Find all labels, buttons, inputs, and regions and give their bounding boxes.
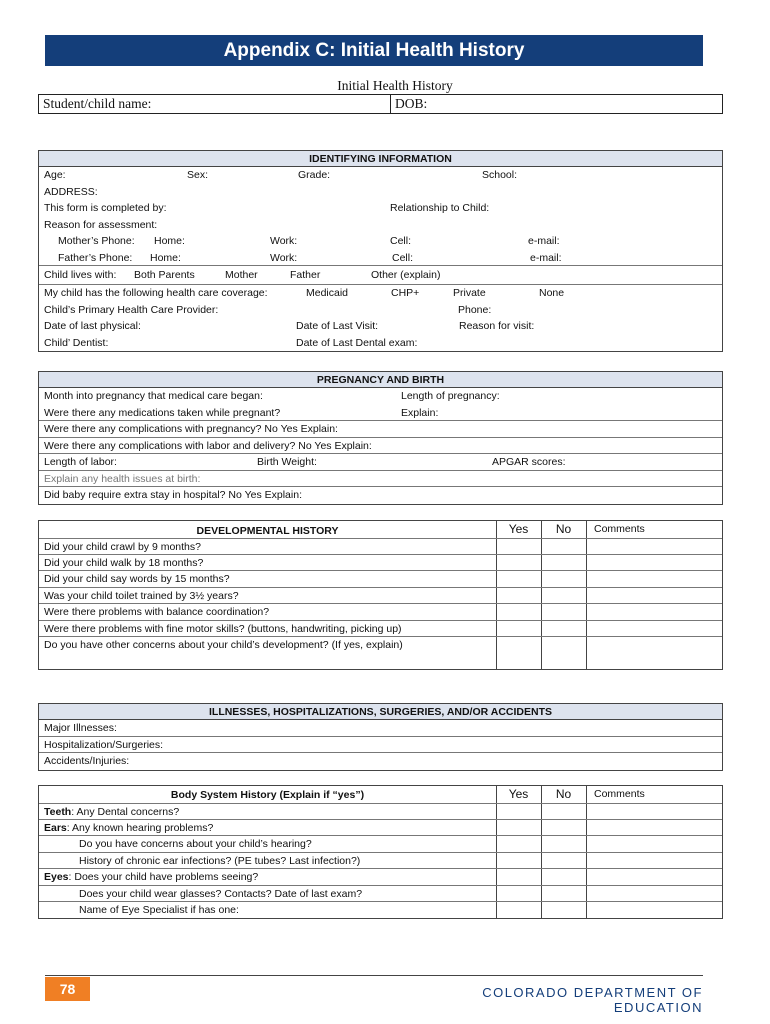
option-medicaid[interactable]: Medicaid — [306, 287, 349, 299]
dob-field[interactable] — [391, 95, 721, 113]
row-month-care[interactable] — [39, 388, 722, 405]
table-row[interactable] — [39, 555, 722, 572]
issues-birth-label: Explain any health issues at birth: — [44, 472, 201, 485]
pregnancy-heading: PREGNANCY AND BIRTH — [39, 372, 722, 388]
mother-home-label: Home: — [154, 235, 185, 247]
question-text: Were there problems with balance coordination? — [44, 606, 270, 618]
footer-org: COLORADO DEPARTMENT OF EDUCATION — [482, 985, 703, 1015]
row-extra-stay[interactable] — [39, 487, 722, 504]
table-row[interactable] — [39, 902, 722, 919]
teeth-label: Teeth — [44, 806, 72, 818]
ears-label: Ears — [44, 821, 67, 834]
mother-phone-label: Mother’s Phone: — [58, 235, 135, 247]
major-illnesses-label: Major Illnesses: — [44, 722, 117, 734]
provider-label: Child’s Primary Health Care Provider: — [44, 303, 219, 316]
row-lives-with[interactable] — [39, 266, 722, 285]
pregnancy-section — [38, 371, 723, 505]
illnesses-heading: ILLNESSES, HOSPITALIZATIONS, SURGERIES, AND/OR ACCIDENTS — [39, 704, 722, 720]
yes-header: Yes — [508, 787, 529, 801]
row-provider[interactable] — [39, 302, 722, 319]
row-major-illnesses[interactable] — [39, 720, 722, 737]
table-row[interactable] — [39, 604, 722, 621]
row-address[interactable] — [39, 184, 722, 201]
row-complications-labor[interactable] — [39, 438, 722, 455]
table-row[interactable] — [39, 820, 722, 837]
row-dentist[interactable] — [39, 335, 722, 352]
table-row[interactable] — [39, 538, 722, 555]
school-label: School: — [482, 169, 518, 181]
student-name-box — [38, 94, 723, 114]
completed-by-label: This form is completed by: — [44, 202, 167, 214]
page-banner: Appendix C: Initial Health History — [45, 35, 703, 66]
coverage-label: My child has the following health care coverage: — [44, 287, 268, 299]
last-physical-label: Date of last physical: — [44, 320, 141, 332]
option-private[interactable]: Private — [453, 287, 486, 299]
body-system-header — [39, 786, 722, 803]
dob-label: DOB: — [395, 96, 428, 111]
no-header: No — [555, 787, 572, 801]
grade-label: Grade: — [298, 169, 331, 181]
father-email-label: e-mail: — [530, 251, 562, 264]
address-label: ADDRESS: — [44, 185, 98, 198]
sex-label: Sex: — [187, 169, 209, 181]
comments-header: Comments — [594, 523, 645, 535]
form-subtitle: Initial Health History — [337, 78, 453, 93]
option-father[interactable]: Father — [290, 269, 321, 281]
option-none[interactable]: None — [539, 287, 565, 299]
ears-text: : Any known hearing problems? — [66, 821, 214, 834]
question-text: Were there problems with fine motor skills? (buttons, handwriting, picking up) — [44, 622, 402, 635]
developmental-header — [39, 521, 722, 538]
complications-labor-label: Were there any complications with labor and delivery? No Yes Explain: — [44, 439, 372, 452]
question-text: Did your child walk by 18 months? — [44, 556, 204, 569]
ears-question — [44, 820, 213, 836]
row-last-physical[interactable] — [39, 318, 722, 335]
question-text: Do you have other concerns about your child’s development? (If yes, explain) — [44, 639, 403, 651]
row-labor[interactable] — [39, 454, 722, 471]
table-row[interactable] — [39, 588, 722, 605]
father-work-label: Work: — [270, 251, 298, 264]
table-row[interactable] — [39, 621, 722, 638]
dentist-label: Child’ Dentist: — [44, 336, 109, 349]
question-text: Did your child say words by 15 months? — [44, 573, 230, 585]
reason-visit-label: Reason for visit: — [459, 320, 535, 332]
row-complications-preg[interactable] — [39, 421, 722, 438]
mother-work-label: Work: — [270, 235, 298, 247]
mother-email-label: e-mail: — [528, 235, 560, 247]
last-dental-label: Date of Last Dental exam: — [296, 336, 418, 349]
father-phone-label: Father’s Phone: — [58, 251, 133, 264]
apgar-label: APGAR scores: — [492, 456, 566, 468]
medications-label: Were there any medications taken while pregnant? — [44, 406, 281, 419]
month-care-label: Month into pregnancy that medical care began: — [44, 390, 263, 402]
option-both-parents[interactable]: Both Parents — [134, 269, 195, 281]
length-labor-label: Length of labor: — [44, 456, 117, 468]
body-system-table — [38, 785, 723, 919]
row-mother-phone[interactable] — [39, 233, 722, 250]
footer-rule — [45, 975, 703, 976]
option-other[interactable]: Other (explain) — [371, 269, 441, 281]
table-row[interactable] — [39, 853, 722, 870]
identifying-heading: IDENTIFYING INFORMATION — [39, 151, 722, 167]
medications-explain-label: Explain: — [401, 406, 439, 419]
row-father-phone[interactable] — [39, 250, 722, 267]
comments-header: Comments — [594, 788, 645, 800]
row-reason[interactable] — [39, 217, 722, 234]
question-text: Does your child wear glasses? Contacts? Date of last exam? — [79, 887, 363, 900]
last-visit-label: Date of Last Visit: — [296, 320, 379, 332]
developmental-table — [38, 520, 723, 670]
row-completed-by[interactable] — [39, 200, 722, 217]
lives-with-label: Child lives with: — [44, 269, 117, 281]
option-mother[interactable]: Mother — [225, 269, 258, 281]
row-medications[interactable] — [39, 405, 722, 422]
table-row[interactable] — [39, 571, 722, 588]
row-accidents[interactable] — [39, 753, 722, 770]
question-text: Do you have concerns about your child’s hearing? — [79, 838, 312, 850]
father-cell-label: Cell: — [392, 251, 414, 264]
yes-header: Yes — [508, 522, 529, 536]
row-issues-birth[interactable] — [39, 471, 722, 488]
eyes-label: Eyes — [44, 871, 69, 883]
question-text: Was your child toilet trained by 3½ years? — [44, 589, 239, 602]
student-name-label: Student/child name: — [43, 96, 152, 111]
father-home-label: Home: — [150, 251, 181, 264]
page-number: 78 — [45, 977, 90, 1001]
body-system-heading: Body System History (Explain if “yes”) — [170, 789, 365, 801]
hospitalization-label: Hospitalization/Surgeries: — [44, 738, 164, 751]
age-label: Age: — [44, 169, 66, 181]
developmental-heading: DEVELOPMENTAL HISTORY — [196, 525, 339, 537]
table-row[interactable] — [39, 886, 722, 903]
student-name-field[interactable] — [39, 95, 390, 113]
eyes-question — [44, 869, 258, 885]
table-row[interactable] — [39, 869, 722, 886]
question-text: Did your child crawl by 9 months? — [44, 541, 201, 553]
reason-label: Reason for assessment: — [44, 218, 158, 231]
accidents-label: Accidents/Injuries: — [44, 755, 130, 767]
table-row[interactable] — [39, 836, 722, 853]
eyes-text: : Does your child have problems seeing? — [68, 871, 259, 883]
mother-cell-label: Cell: — [390, 235, 412, 247]
question-text: Name of Eye Specialist if has one: — [79, 904, 239, 916]
provider-phone-label: Phone: — [458, 303, 492, 316]
question-text: History of chronic ear infections? (PE tubes? Last infection?) — [79, 854, 361, 867]
table-row[interactable] — [39, 803, 722, 820]
length-preg-label: Length of pregnancy: — [401, 390, 500, 402]
option-chp[interactable]: CHP+ — [391, 287, 420, 299]
no-header: No — [555, 522, 572, 536]
identifying-section — [38, 150, 723, 352]
birth-weight-label: Birth Weight: — [257, 456, 317, 468]
extra-stay-label: Did baby require extra stay in hospital? No Yes Explain: — [44, 489, 302, 501]
row-coverage[interactable] — [39, 285, 722, 302]
relationship-label: Relationship to Child: — [390, 202, 490, 214]
row-hospitalization[interactable] — [39, 737, 722, 754]
teeth-text: : Any Dental concerns? — [71, 806, 180, 818]
teeth-question — [44, 804, 179, 820]
row-age[interactable] — [39, 167, 722, 184]
table-row[interactable] — [39, 637, 722, 665]
illnesses-section — [38, 703, 723, 771]
complications-preg-label: Were there any complications with pregnancy? No Yes Explain: — [44, 423, 338, 435]
